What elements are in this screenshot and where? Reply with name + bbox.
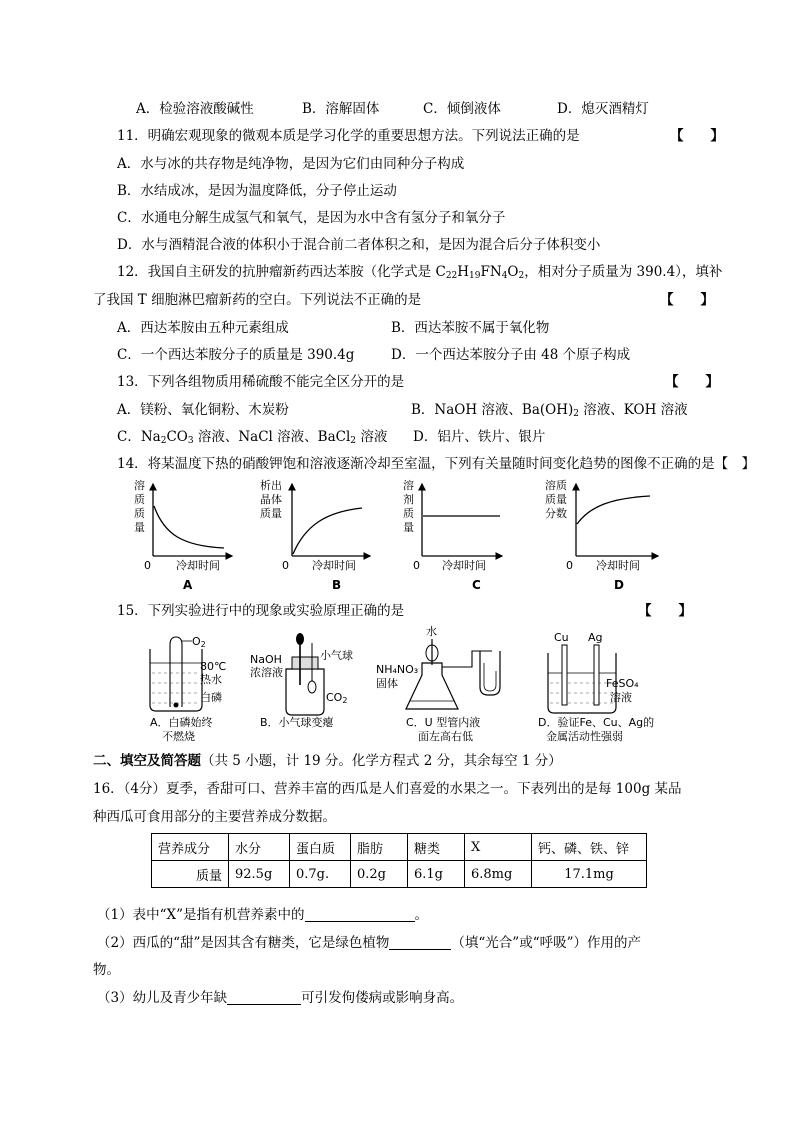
graph-a-origin: 0 <box>144 559 151 572</box>
graph-d-ylabel-1: 溶质 <box>545 479 567 492</box>
table-cell: 质量 <box>152 861 229 888</box>
a-water-label: 热水 <box>200 673 222 686</box>
a-caption-2: 不燃烧 <box>162 730 195 743</box>
q11-answer-bracket: 【 】 <box>670 128 724 144</box>
q12-stem-line2: 了我国 T 细胞淋巴瘤新药的空白。下列说法不正确的是 <box>93 292 422 308</box>
q13-stem: 13．下列各组物质用稀硫酸不能完全区分开的是 <box>117 374 405 390</box>
graph-a-ylabel-3: 质 <box>134 507 145 520</box>
apparatus-b <box>250 633 353 729</box>
graph-a <box>134 478 232 592</box>
c-water-label: 水 <box>426 625 437 638</box>
graph-a-ylabel-4: 量 <box>134 521 145 534</box>
nutrition-table <box>151 833 647 888</box>
q13-option-a: A．镁粉、氧化铜粉、木炭粉 <box>117 402 289 418</box>
graph-b-origin: 0 <box>282 559 289 572</box>
q11-option-c: C．水通电分解生成氢气和氧气，是因为水中含有氢分子和氧分子 <box>117 210 506 226</box>
graph-a-curve <box>154 506 224 548</box>
b-solution-label: 浓溶液 <box>250 666 283 679</box>
section2-note: （共 5 小题，计 19 分。化学方程式 2 分，其余每空 1 分） <box>201 753 562 769</box>
c-caption-1: C．U 型管内液 <box>406 716 481 729</box>
q13-option-b: B．NaOH 溶液、$Ba(OH)_2$ 溶液、KOH 溶液 <box>411 402 688 419</box>
c-solid-label: 固体 <box>376 677 398 690</box>
apparatus-d <box>538 631 654 743</box>
q14-graphs <box>120 476 680 594</box>
graph-d <box>545 478 658 592</box>
answer-blank[interactable] <box>227 990 301 1005</box>
graph-b-ylabel-3: 质量 <box>260 507 282 520</box>
q16-line1: 16．（4分）夏季，香甜可口、营养丰富的西瓜是人们喜爱的水果之一。下表列出的是每 100g 某品 <box>93 781 682 797</box>
q16-line2: 种西瓜可食用部分的主要营养成分数据。 <box>93 809 336 825</box>
table-cell: 92.5g <box>229 861 290 888</box>
apparatus-a <box>150 635 226 743</box>
table-cell: 17.1mg <box>532 861 647 888</box>
d-caption-2: 金属活动性强弱 <box>546 730 623 743</box>
table-cell: 钙、磷、铁、锌 <box>532 834 647 861</box>
d-cu-label: Cu <box>554 631 569 644</box>
q15-answer-bracket: 【 】 <box>638 603 692 619</box>
b-caption: B．小气球变瘪 <box>260 716 334 729</box>
b-co2-label: CO2 <box>326 691 348 705</box>
q12-stem: 12．我国自主研发的抗肿瘤新药西达苯胺（化学式是 $C_{22}H_{19}FN_4O_2$，相对分子质量为 390.4），填补 <box>117 264 723 281</box>
a-caption-1: A．白磷始终 <box>150 716 213 729</box>
q12-option-a: A．西达苯胺由五种元素组成 <box>117 320 289 336</box>
table-cell: 营养成分 <box>152 834 229 861</box>
q13-option-c: C．$Na_2CO_3$ 溶液、NaCl 溶液、BaCl$_2$ 溶液 <box>117 429 388 446</box>
a-o2-label: O2 <box>192 635 206 649</box>
table-cell: 6.1g <box>408 861 465 888</box>
c-salt-label: NH₄NO₃ <box>376 663 419 676</box>
table-cell: 脂肪 <box>351 834 408 861</box>
q12-answer-bracket: 【 】 <box>660 292 714 308</box>
q15-stem: 15．下列实验进行中的现象或实验原理正确的是 <box>117 603 405 619</box>
graph-b <box>260 478 370 592</box>
q13-answer-bracket: 【 】 <box>665 374 719 390</box>
graph-a-ylabel-1: 溶 <box>134 479 145 492</box>
q10-option-d: D．熄灭酒精灯 <box>557 101 649 117</box>
apparatus-c <box>376 624 500 743</box>
graph-c <box>403 478 502 592</box>
q10-option-c: C．倾倒液体 <box>423 101 501 117</box>
graph-d-xlabel: 冷却时间 <box>596 559 640 572</box>
graph-d-origin: 0 <box>566 559 573 572</box>
table-cell: 蛋白质 <box>290 834 351 861</box>
graph-d-letter: D <box>614 578 624 592</box>
q11-stem: 11．明确宏观现象的微观本质是学习化学的重要思想方法。下列说法正确的是 <box>117 128 580 144</box>
q11-option-a: A．水与冰的共存物是纯净物，是因为它们由同种分子构成 <box>117 156 465 172</box>
b-balloon-label: 小气球 <box>320 649 353 662</box>
graph-b-xlabel: 冷却时间 <box>312 559 356 572</box>
q13-option-d: D．铝片、铁片、银片 <box>413 429 546 445</box>
graph-c-ylabel-4: 量 <box>403 521 414 534</box>
graph-a-ylabel-2: 质 <box>134 493 145 506</box>
a-temp-label: 80℃ <box>200 660 227 673</box>
q10-option-a: A．检验溶液酸碱性 <box>136 101 254 117</box>
table-cell: 糖类 <box>408 834 465 861</box>
q16-sub3: （3）幼儿及青少年缺 可引发佝偻病或影响身高。 <box>97 990 464 1006</box>
q11-option-b: B．水结成冰，是因为温度降低，分子停止运动 <box>117 183 397 199</box>
graph-c-origin: 0 <box>413 559 420 572</box>
table-cell: X <box>465 834 532 861</box>
d-ag-label: Ag <box>588 631 603 644</box>
a-phosphorus-label: 白磷 <box>200 691 222 704</box>
graph-c-ylabel-1: 溶 <box>403 479 414 492</box>
q14-stem: 14．将某温度下热的硝酸钾饱和溶液逐渐冷却至室温，下列有关量随时间变化趋势的图像不正确的是【 】 <box>117 456 756 472</box>
section2-title: 二、填空及简答题 <box>93 753 201 769</box>
table-row <box>152 834 647 861</box>
c-caption-2: 面左高右低 <box>418 730 473 743</box>
graph-b-curve <box>293 508 362 554</box>
graph-d-ylabel-3: 分数 <box>545 507 567 520</box>
table-cell: 0.2g <box>351 861 408 888</box>
q16-sub1: （1）表中“X”是指有机营养素中的 。 <box>97 907 429 923</box>
graph-a-xlabel: 冷却时间 <box>176 559 220 572</box>
q12-option-b: B．西达苯胺不属于氧化物 <box>391 320 550 336</box>
q11-option-d: D．水与酒精混合液的体积小于混合前二者体积之和，是因为混合后分子体积变小 <box>117 237 601 253</box>
d-caption-1: D．验证Fe、Cu、Ag的 <box>538 716 655 729</box>
graph-d-curve <box>577 496 650 524</box>
table-row <box>152 861 647 888</box>
graph-b-ylabel-2: 晶体 <box>260 493 282 506</box>
table-cell: 6.8mg <box>465 861 532 888</box>
graph-c-xlabel: 冷却时间 <box>442 559 486 572</box>
q15-apparatus <box>140 623 680 745</box>
answer-blank[interactable] <box>305 907 415 922</box>
graph-c-ylabel-3: 质 <box>403 507 414 520</box>
q12-option-d: D．一个西达苯胺分子由 48 个原子构成 <box>391 347 631 363</box>
section2-heading <box>93 749 562 769</box>
table-cell: 0.7g. <box>290 861 351 888</box>
graph-c-letter: C <box>472 578 481 592</box>
answer-blank[interactable] <box>389 935 451 950</box>
b-naoh-label: NaOH <box>250 653 282 666</box>
graph-b-letter: B <box>332 578 342 592</box>
d-feso4-label: FeSO₄ <box>606 677 639 690</box>
q10-option-b: B．溶解固体 <box>302 101 380 117</box>
q16-sub2: （2）西瓜的“甜”是因其含有糖类，它是绿色植物 （填“光合”或“呼吸”）作用的产 <box>97 935 642 951</box>
table-cell: 水分 <box>229 834 290 861</box>
q12-option-c: C．一个西达苯胺分子的质量是 390.4g <box>117 347 355 363</box>
d-solution-label: 溶液 <box>610 691 632 704</box>
graph-b-ylabel-1: 析出 <box>260 479 282 492</box>
graph-d-ylabel-2: 质量 <box>545 493 567 506</box>
graph-c-ylabel-2: 剂 <box>403 493 414 506</box>
q16-sub2-cont: 物。 <box>93 962 120 978</box>
graph-a-letter: A <box>183 578 193 592</box>
